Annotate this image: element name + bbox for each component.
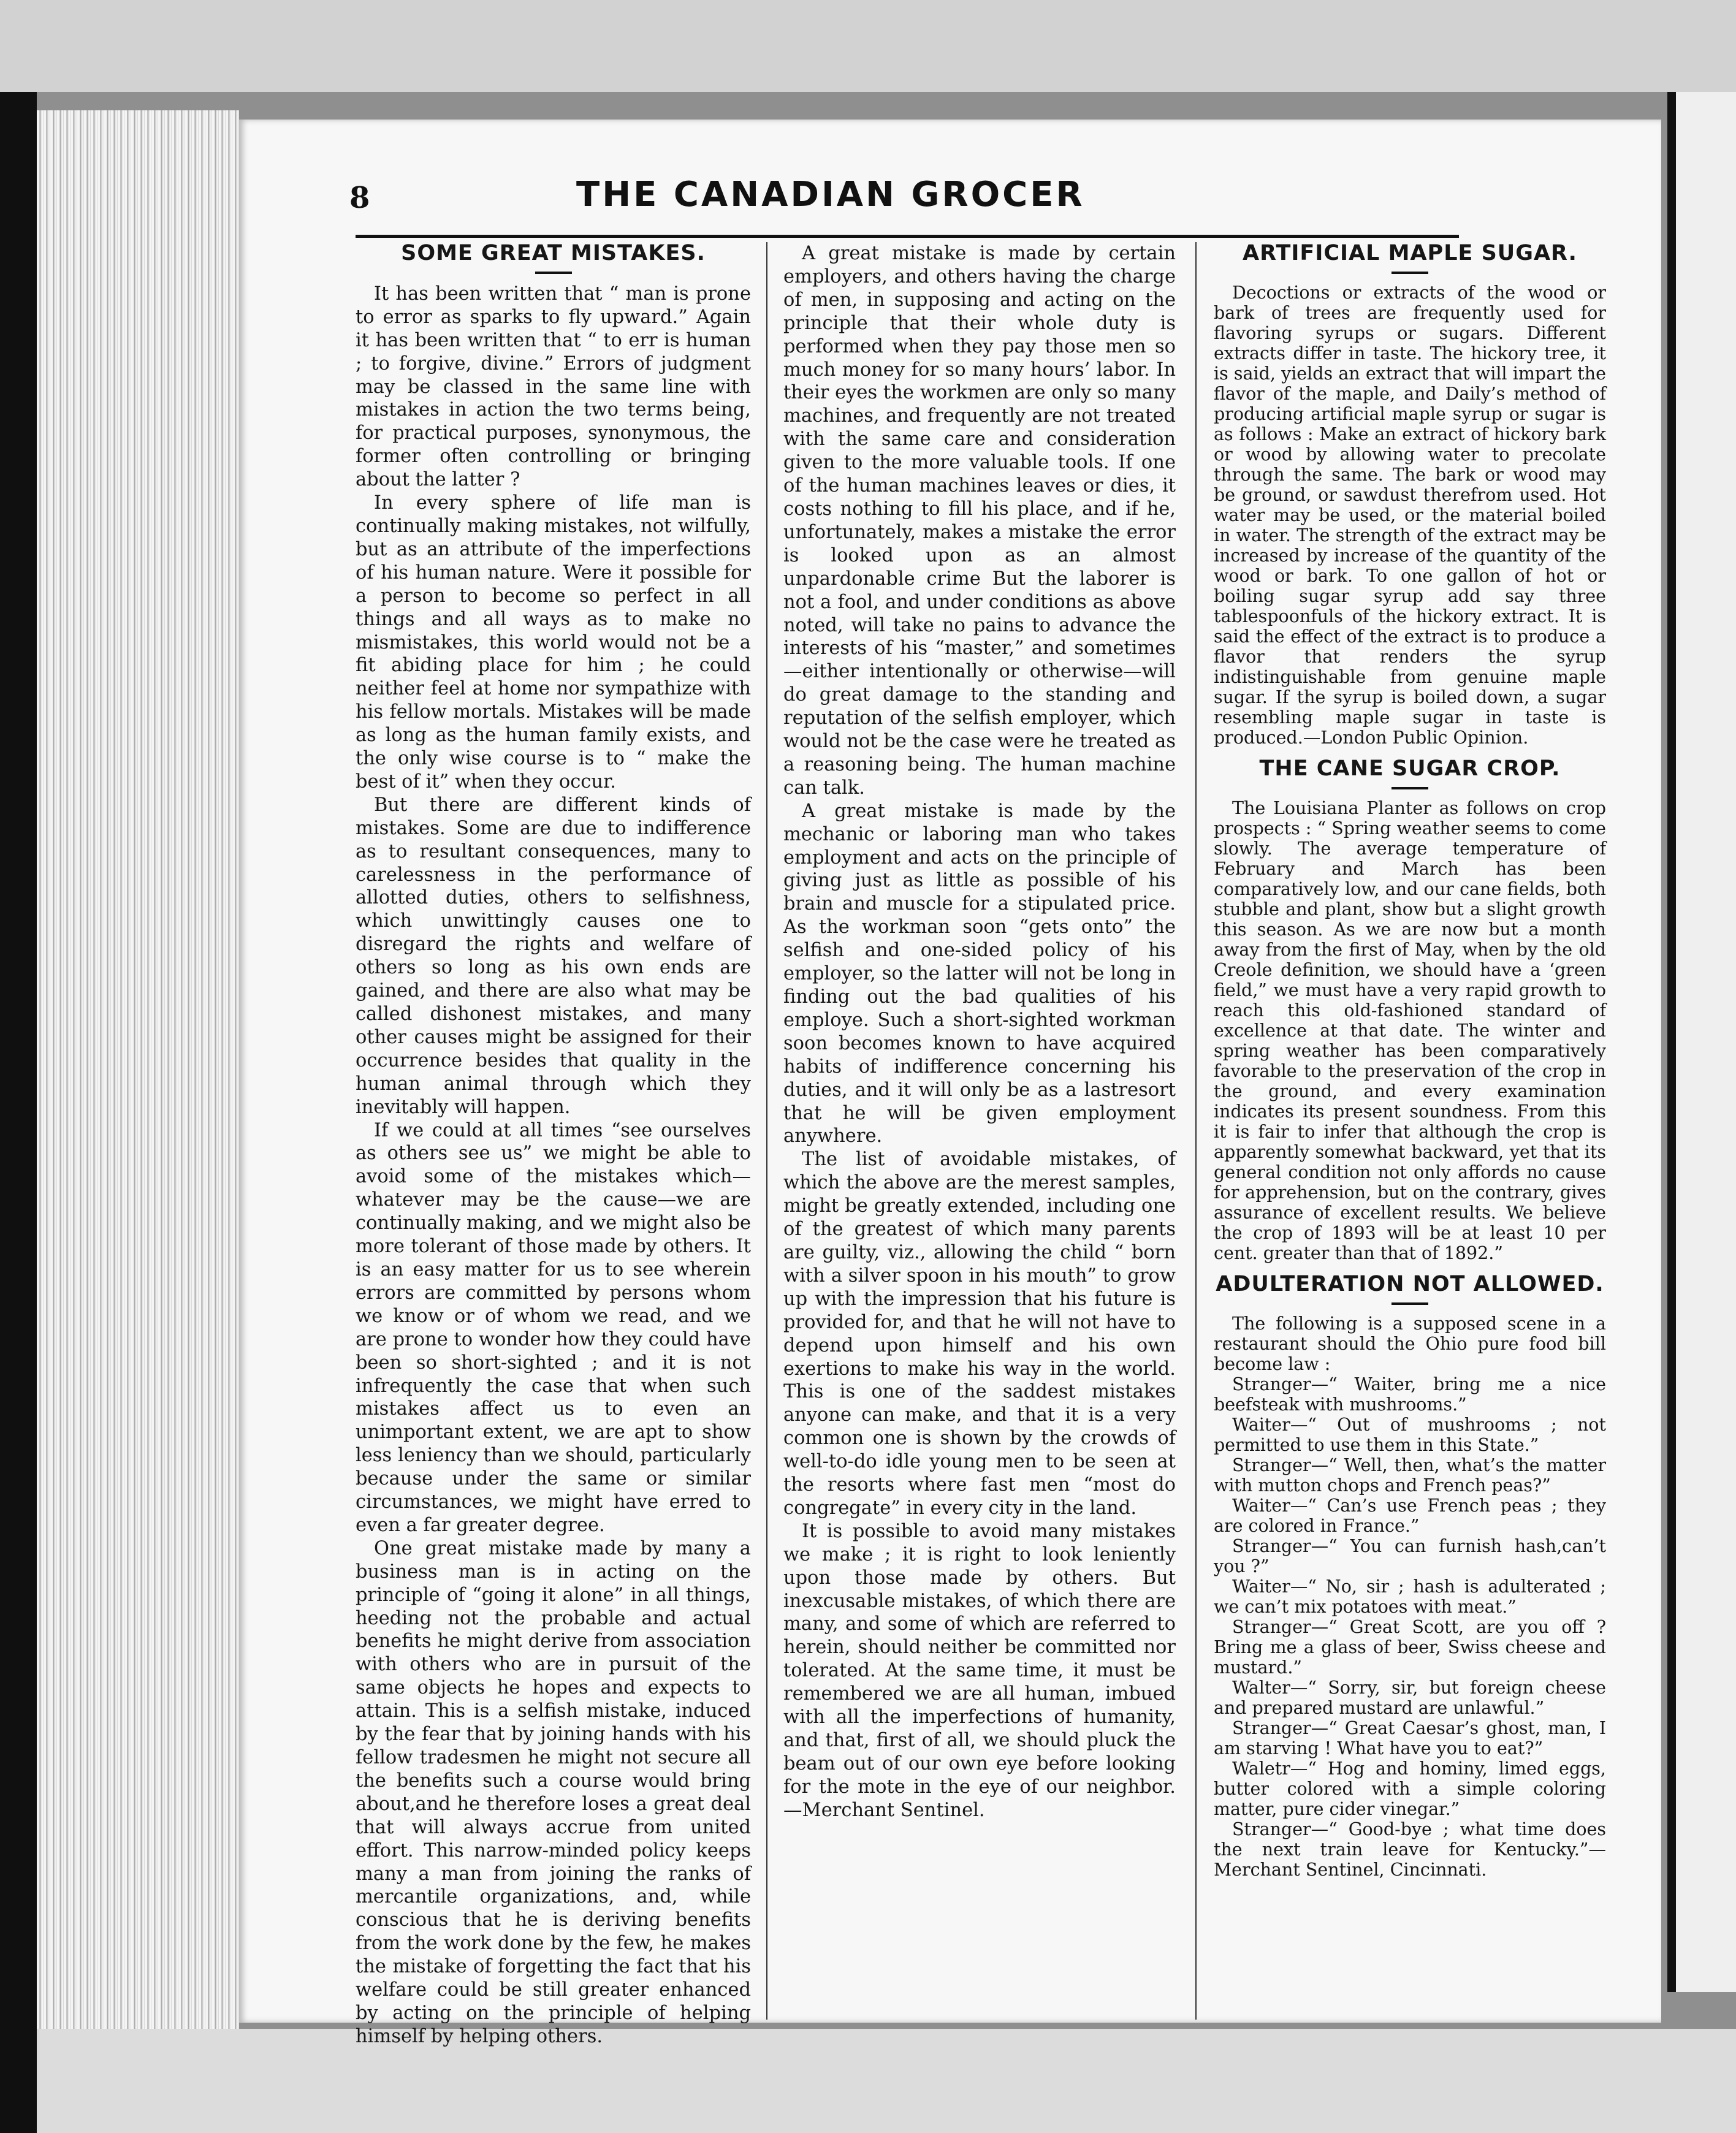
stacked-page-edges [37, 110, 239, 2034]
paragraph: The Louisiana Planter as follows on crop prospects : “ Spring weather seems to come slowly. The average temperature of February and March has been comparatively low, and our cane fields, both stubble and plant, show but a slight growth this season. As we are now but a month away from the first of May, when by the old Creole definition, we should have a ‘green field,” we must have a very rapid growth to reach this old-fashioned standard of excellence at that date. The winter and spring weather has been comparatively favorable to the preservation of the crop in the ground, and every examination indicates its present soundness. From this it is fair to infer that although the crop is apparently somewhat backward, yet that its general condition not only affords no cause for apprehension, but on the contrary, gives assurance of excellent results. We believe the crop of 1893 will be at least 10 per cent. greater than that of 1892.” [1214, 797, 1606, 1263]
dialogue-line: Waiter—“ Can’s use French peas ; they are colored in France.” [1214, 1495, 1606, 1536]
article-title-mistakes: SOME GREAT MISTAKES. [401, 241, 706, 265]
paragraph: It is possible to avoid many mistakes we make ; it is right to look leniently upon those made by others. But inexcusable mistakes, of which there are many, and some of which are referred to herein, should neither be committed nor tolerated. At the same time, it must be remembered we are all human, imbued with all the imperfections of humanity, and that, first of all, we should pluck the beam out of our own eye before looking for the mote in the eye of our neighbor.—Merchant Sentinel. [783, 1520, 1176, 1821]
facing-page-edge [1667, 92, 1736, 1992]
book-binding-shadow [0, 92, 37, 2133]
dialogue-line: Walter—“ Sorry, sir, but foreign cheese and prepared mustard are unlawful.” [1214, 1677, 1606, 1718]
dialogue-line: Stranger—“ Well, then, what’s the matter with mutton chops and French peas?” [1214, 1454, 1606, 1496]
dialogue-line: Stranger—“ You can furnish hash,can’t you ?” [1214, 1535, 1606, 1576]
journal-title: THE CANADIAN GROCER [576, 175, 1085, 215]
dialogue-line: Stranger—“ Great Scott, are you off ? Bring me a glass of beer, Swiss cheese and mustard.” [1214, 1616, 1606, 1678]
paragraph: If we could at all times “see ourselves as others see us” we might be able to avoid some of the mistakes which—whatever may be the cause—we are continually making, and we might also be more tolerant of those made by others. It is an easy matter for us to see wherein errors are committed by persons whom we know or of whom we read, and we are prone to wonder how they could have been so short-sighted ; and it is not infrequently the case that when such mistakes affect us to even an unimportant extent, we are apt to show less leniency than we should, particularly because under the same or similar circumstances, we might have erred to even a far greater degree. [356, 1119, 751, 1536]
article-title-adulteration: ADULTERATION NOT ALLOWED. [1216, 1271, 1604, 1296]
column-two [783, 242, 1176, 1822]
title-dash [1391, 787, 1428, 789]
title-dash [1391, 1302, 1428, 1305]
scan-top-margin [0, 0, 1736, 92]
dialogue-line: Stranger—“ Waiter, bring me a nice beefsteak with mushrooms.” [1214, 1374, 1606, 1415]
title-dash [535, 272, 572, 274]
dialogue-line: Waiter—“ No, sir ; hash is adulterated ; we can’t mix potatoes with meat.” [1214, 1576, 1606, 1617]
paragraph: Decoctions or extracts of the wood or bark of trees are frequently used for flavoring syrups or sugars. Different extracts differ in taste. The hickory tree, it is said, yields an extract that will impart the flavor of the maple, and Daily’s method of producing artificial maple syrup or sugar is as follows : Make an extract of hickory bark or wood by allowing water to precolate through the same. The bark or wood may be ground, or sawdust therefrom used. Hot water may be used, or the material boiled in water. The strength of the extract may be increased by increase of the quantity of the wood or bark. To one gallon of hot or boiling sugar syrup add say three tablespoonfuls of the hickory extract. It is said the effect of the extract is to produce a flavor that renders the syrup indistinguishable from genuine maple sugar. If the syrup is boiled down, a sugar resembling maple sugar in taste is produced.—London Public Opinion. [1214, 282, 1606, 748]
paragraph: A great mistake is made by the mechanic or laboring man who takes employment and acts on the principle of giving just as little as possible of his brain and muscle for a stipulated price. As the workman soon “gets onto” the selfish and one-sided policy of his employer, so the latter will not be long in finding out the bad qualities of his employe. Such a short-sighted workman soon becomes known to have acquired habits of indifference concerning his duties, and it will only be as a lastresort that he will be given employment anywhere. [783, 800, 1176, 1147]
paragraph: The list of avoidable mistakes, of which the above are the merest samples, might be greatly extended, including one of the greatest of which many parents are guilty, viz., allowing the child “ born with a silver spoon in his mouth” to grow up with the impression that his future is provided for, and that he will not have to depend upon himself and his own exertions to make his way in the world. This is one of the saddest mistakes anyone can make, and that it is a very common one is shown by the crowds of well-to-do idle young men to be seen at the resorts where fast men “most do congregate” in every city in the land. [783, 1149, 1176, 1519]
dialogue-line: Stranger—“ Great Caesar’s ghost, man, I am starving ! What have you to eat?” [1214, 1717, 1606, 1758]
column-divider [1195, 242, 1197, 2020]
dialogue-line: Stranger—“ Good-bye ; what time does the next train leave for Kentucky.”—Merchant Sentinel, Cincinnati. [1214, 1819, 1606, 1880]
header-rule [356, 235, 1459, 238]
paragraph: A great mistake is made by certain employers, and others having the charge of men, in supposing and acting on the principle that their whole duty is performed when they pay those men so much money for so many hours’ labor. In their eyes the workmen are only so many machines, and frequently are not treated with the same care and consideration given to the more valuable tools. If one of the human machines leaves or dies, it costs nothing to fill his place, and if he, unfortunately, makes a mistake the error is looked upon as an almost unpardonable crime But the laborer is not a fool, and under conditions as above noted, will take no pains to advance the interests of his “master,” and sometimes —either intentionally or otherwise—will do great damage to the standing and reputation of the selfish employer, which would not be the case were he treated as a reasoning being. The human machine can talk. [783, 243, 1176, 799]
dialogue-line: Waletr—“ Hog and hominy, limed eggs, butter colored with a simple coloring matter, pure cider vinegar.” [1214, 1758, 1606, 1819]
newspaper-page [239, 120, 1661, 2047]
column-divider [766, 242, 767, 2020]
dialogue-line: Waiter—“ Out of mushrooms ; not permitted to use them in this State.” [1214, 1414, 1606, 1455]
paragraph: One great mistake made by many a business man is in acting on the principle of “going it alone” in all things, heeding not the probable and actual benefits he might derive from association with others who are in pursuit of the same objects he hopes and expects to attain. This is a selfish mistake, induced by the fear that by joining hands with his fellow tradesmen he might not secure all the benefits such a course would bring about,and he therefore loses a great deal that will always accrue from united effort. This narrow-minded policy keeps many a man from joining the ranks of mercantile organizations, and, while conscious that he is deriving benefits from the work done by the few, he makes the mistake of forgetting the fact that his welfare could be still greater enhanced by acting on the principle of helping himself by helping others. [356, 1537, 751, 2047]
paragraph: But there are different kinds of mistakes. Some are due to indifference as to resultant consequences, many to carelessness in the performance of allotted duties, others to selfishness, which unwittingly causes one to disregard the rights and welfare of others so long as his own ends are gained, and there are also what may be called dishonest mistakes, and many other causes might be assigned for their occurrence besides that quality in the human animal through which they inevitably will happen. [356, 794, 751, 1118]
scan-bottom-margin [37, 2029, 1736, 2133]
title-dash [1391, 272, 1428, 274]
paragraph: It has been written that “ man is prone to error as sparks to fly upward.” Again it has been written that “ to err is human ; to forgive, divine.” Errors of judgment may be classed in the same line with mistakes in action the two terms being, for practical purposes, synonymous, the former often controlling or bringing about the latter ? [356, 283, 751, 491]
paragraph: In every sphere of life man is continually making mistakes, not wilfully, but as an attribute of the imperfections of his human nature. Were it possible for a person to become so perfect in all things and all ways as to make no mismistakes, this world would not be a fit abiding place for him ; he could neither feel at home nor sympathize with his fellow mortals. Mistakes will be made as long as the human family exists, and the only wise course is to “ make the best of it” when they occur. [356, 492, 751, 793]
dialogue-line: The following is a supposed scene in a restaurant should the Ohio pure food bill become law : [1214, 1313, 1606, 1374]
column-one [356, 242, 751, 2048]
article-title-cane: THE CANE SUGAR CROP. [1259, 756, 1561, 781]
page-number: 8 [349, 181, 370, 215]
column-three [1214, 242, 1606, 1880]
article-title-maple: ARTIFICIAL MAPLE SUGAR. [1243, 241, 1577, 265]
